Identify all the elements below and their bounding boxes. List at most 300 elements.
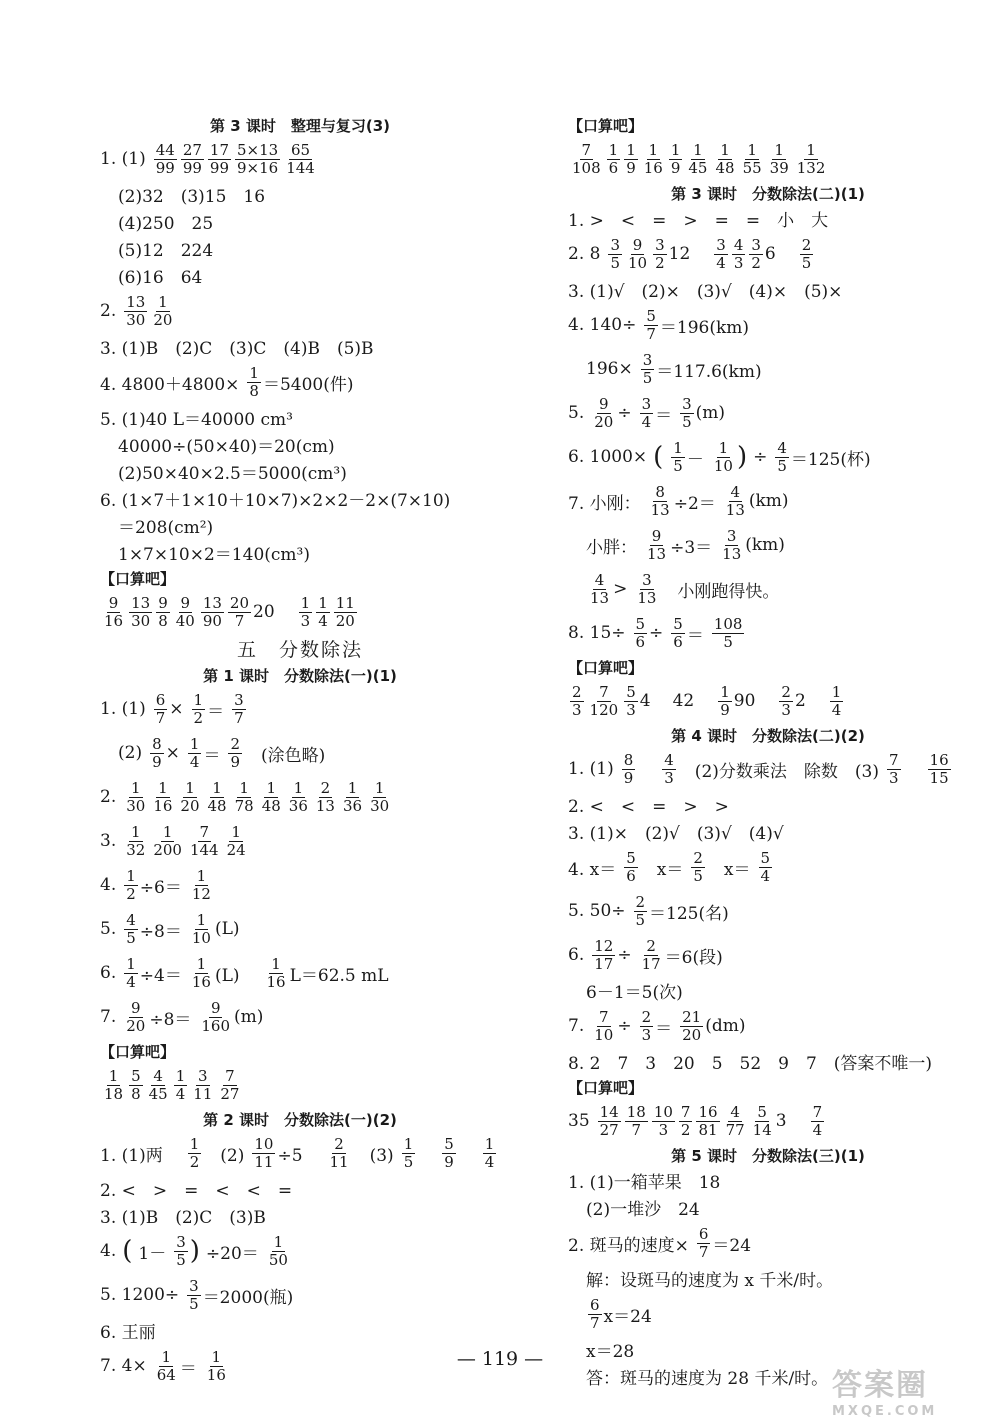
denominator: 9 xyxy=(720,700,730,719)
fraction xyxy=(598,1104,621,1139)
fraction xyxy=(634,616,648,651)
fraction xyxy=(190,912,213,947)
answer-text: 1. (1) xyxy=(100,699,146,719)
fraction xyxy=(190,868,213,903)
fraction xyxy=(741,142,764,177)
fraction xyxy=(174,595,197,630)
fraction xyxy=(190,956,213,991)
fraction xyxy=(680,396,694,431)
answer-text: 7. xyxy=(100,1007,117,1027)
denominator: 20 xyxy=(335,611,355,630)
fraction xyxy=(712,616,745,651)
answer-line xyxy=(100,952,500,994)
answer-text: 1－ xyxy=(138,1243,167,1264)
fraction xyxy=(724,1104,747,1139)
answer-text: 5. 50÷ xyxy=(568,901,626,921)
answer-text: 1. (1) xyxy=(568,759,614,779)
fraction xyxy=(714,237,728,272)
denominator: 2 xyxy=(680,1120,691,1139)
numerator: 9 xyxy=(651,526,662,545)
denominator: 13 xyxy=(722,544,742,563)
answer-line: (4)250 25 xyxy=(118,214,214,234)
numerator: 21 xyxy=(682,1007,702,1026)
fraction xyxy=(626,237,649,272)
denominator: 3 xyxy=(664,768,674,787)
fraction xyxy=(720,528,743,563)
fraction xyxy=(588,1297,602,1332)
numerator: 9 xyxy=(632,235,643,254)
denominator: 17 xyxy=(594,954,614,973)
denominator: 4 xyxy=(716,253,726,272)
numerator: 1 xyxy=(162,822,173,841)
denominator: 17 xyxy=(641,954,661,973)
numerator: 1 xyxy=(161,1347,171,1366)
fraction xyxy=(588,572,611,607)
fraction xyxy=(181,142,204,177)
answer-line xyxy=(100,591,500,633)
answer-line xyxy=(100,138,500,180)
fraction-row xyxy=(596,1104,826,1139)
answer-line: 1. > < = > = = 小 大 xyxy=(568,211,829,231)
answer-text: 90 xyxy=(733,691,756,711)
fraction xyxy=(284,142,317,177)
denominator: 8 xyxy=(131,1084,141,1103)
answer-text: 6 xyxy=(764,244,776,264)
answer-line: ＝208(cm²) xyxy=(118,518,214,538)
denominator: 3 xyxy=(888,768,899,787)
numerator: 5 xyxy=(760,848,771,867)
denominator: 4 xyxy=(318,611,328,630)
numerator: 5×13 xyxy=(237,140,279,159)
fraction xyxy=(713,142,736,177)
denominator: 3 xyxy=(572,700,582,719)
numerator: 2 xyxy=(320,778,331,797)
answer-text: 7. 小刚： xyxy=(568,493,641,514)
denominator: 10 xyxy=(713,456,733,475)
denominator: 20 xyxy=(682,1025,702,1044)
answer-text: ＝125(名) xyxy=(649,903,729,924)
denominator: 5 xyxy=(693,866,703,885)
answer-line xyxy=(568,392,968,434)
denominator: 11 xyxy=(254,1152,274,1171)
answer-text xyxy=(637,757,654,782)
fraction xyxy=(174,1068,188,1103)
fraction xyxy=(483,1136,497,1171)
answer-text: 5. 1200÷ xyxy=(100,1285,180,1305)
fraction xyxy=(154,692,168,727)
answer-text: 2 xyxy=(794,691,806,711)
answer-line xyxy=(100,1230,500,1272)
answer-text: 1. (1)两 xyxy=(100,1145,180,1166)
answer-text: ＝196(km) xyxy=(659,317,750,338)
denominator: 15 xyxy=(929,768,949,787)
denominator: 12 xyxy=(191,884,211,903)
numerator: 1 xyxy=(374,778,385,797)
answer-text: x＝24 xyxy=(603,1306,652,1327)
numerator: 1 xyxy=(271,954,281,973)
numerator: 1 xyxy=(231,822,241,841)
unit-title: 五 分数除法 xyxy=(236,639,363,661)
answer-text: 2. 斑马的速度× xyxy=(568,1235,689,1256)
answer-text: × xyxy=(165,743,180,763)
numerator: 3 xyxy=(176,1232,186,1251)
denominator: 39 xyxy=(769,158,789,177)
numerator: 1 xyxy=(158,778,168,797)
answer-text: x＝ xyxy=(639,859,684,880)
numerator: 7 xyxy=(599,1007,609,1026)
numerator: 3 xyxy=(682,394,692,413)
answer-text xyxy=(458,1141,475,1166)
numerator: 1 xyxy=(806,140,816,159)
fraction xyxy=(267,1234,290,1269)
numerator: 1 xyxy=(484,1134,495,1153)
answer-line: 5. (1)40 L＝40000 cm³ xyxy=(100,410,293,430)
numerator: 1 xyxy=(108,1066,119,1085)
numerator: 10 xyxy=(653,1102,673,1121)
fraction xyxy=(691,850,705,885)
fraction xyxy=(634,894,648,929)
fraction xyxy=(232,692,246,727)
answer-text: (km) xyxy=(745,535,785,555)
denominator: 45 xyxy=(688,158,708,177)
answer-text: 4 xyxy=(639,691,651,711)
answer-line xyxy=(568,304,968,346)
answer-text: 8. 15÷ xyxy=(568,623,626,643)
denominator: 48 xyxy=(207,796,227,815)
numerator: 4 xyxy=(126,910,136,929)
denominator: 4 xyxy=(760,866,771,885)
answer-line: x＝28 xyxy=(586,1342,635,1362)
answer-line: 1×7×10×2＝140(cm³) xyxy=(118,545,310,565)
numerator: 13 xyxy=(126,292,146,311)
numerator: 9 xyxy=(108,593,119,612)
answer-text: ＝2000(瓶) xyxy=(202,1287,294,1308)
answer-line xyxy=(568,748,968,790)
denominator: 78 xyxy=(234,796,254,815)
watermark-url: MXQE.COM xyxy=(832,1404,938,1419)
numerator: 1 xyxy=(774,140,784,159)
denominator: 3 xyxy=(733,253,744,272)
fraction xyxy=(724,484,747,519)
fraction xyxy=(368,780,391,815)
lesson-title: 第 4 课时 分数除法(二)(2) xyxy=(671,726,865,745)
denominator: 13 xyxy=(725,500,745,519)
denominator: 16 xyxy=(153,796,173,815)
denominator: 9 xyxy=(623,768,634,787)
answer-text: (L) xyxy=(214,965,257,986)
fraction xyxy=(129,595,152,630)
fraction xyxy=(640,396,654,431)
answer-line xyxy=(100,290,500,332)
numerator: 1 xyxy=(185,778,195,797)
answer-line: (2)50×40×2.5＝5000(cm³) xyxy=(118,464,347,484)
numerator: 1 xyxy=(300,593,311,612)
fraction xyxy=(795,142,828,177)
fraction xyxy=(129,1068,143,1103)
denominator: 3 xyxy=(300,611,311,630)
fraction xyxy=(680,1009,703,1044)
answer-text: ) xyxy=(189,1236,200,1266)
denominator: 9 xyxy=(670,158,681,177)
denominator: 160 xyxy=(201,1016,231,1035)
numerator: 6 xyxy=(155,690,166,709)
numerator: 3 xyxy=(751,235,761,254)
fraction xyxy=(151,824,184,859)
fraction xyxy=(624,142,638,177)
answer-line xyxy=(568,846,968,888)
numerator: 3 xyxy=(641,394,652,413)
numerator: 1 xyxy=(131,822,141,841)
fraction xyxy=(208,142,231,177)
fraction xyxy=(887,752,901,787)
answer-line xyxy=(568,1222,968,1264)
numerator: 7 xyxy=(888,750,899,769)
fraction xyxy=(124,1000,147,1035)
fraction xyxy=(150,736,164,771)
numerator: 27 xyxy=(182,140,202,159)
numerator: 65 xyxy=(290,140,311,159)
denominator: 30 xyxy=(370,796,390,815)
numerator: 5 xyxy=(673,614,683,633)
denominator: 4 xyxy=(484,1152,495,1171)
denominator: 16 xyxy=(643,158,663,177)
fraction xyxy=(178,780,201,815)
answer-text: 5. xyxy=(100,919,117,939)
fraction xyxy=(624,850,638,885)
answer-text: 42 xyxy=(672,691,695,711)
denominator: 13 xyxy=(637,588,657,607)
numerator: 1 xyxy=(693,140,703,159)
fraction xyxy=(662,752,676,787)
numerator: 1 xyxy=(648,140,659,159)
fraction xyxy=(102,595,125,630)
answer-line xyxy=(100,820,500,862)
numerator: 5 xyxy=(626,682,636,701)
fraction xyxy=(671,616,685,651)
fraction xyxy=(625,1104,648,1139)
numerator: 16 xyxy=(698,1102,718,1121)
denominator: 10 xyxy=(191,928,211,947)
denominator: 9 xyxy=(230,752,240,771)
denominator: 99 xyxy=(155,158,175,177)
numerator: 1 xyxy=(718,438,729,457)
numerator: 1 xyxy=(249,363,259,382)
numerator: 5 xyxy=(131,1066,141,1085)
denominator: 77 xyxy=(725,1120,745,1139)
numerator: 4 xyxy=(664,750,674,769)
answer-text: ＝ xyxy=(686,625,704,646)
denominator: 5 xyxy=(403,1152,414,1171)
numerator: 1 xyxy=(673,438,683,457)
answer-text: (m) xyxy=(234,1007,264,1027)
numerator: 11 xyxy=(335,593,355,612)
numerator: 1 xyxy=(196,954,207,973)
answer-text: × xyxy=(169,699,184,719)
answer-line: 8. 2 7 3 20 5 52 9 7 (答案不唯一) xyxy=(568,1054,933,1074)
fraction xyxy=(686,142,709,177)
numerator: 3 xyxy=(726,526,737,545)
numerator: 5 xyxy=(626,848,636,867)
section-header: 【口算吧】 xyxy=(100,569,176,588)
numerator: 2 xyxy=(646,936,656,955)
numerator: 7 xyxy=(199,822,210,841)
answer-text: 7. 4× xyxy=(100,1356,147,1376)
answer-text: 4. 4800＋4800× xyxy=(100,374,240,395)
answer-text: 1. (1) xyxy=(100,149,146,169)
numerator: 3 xyxy=(610,235,620,254)
answer-text: 20 xyxy=(253,602,275,622)
fraction-row xyxy=(122,294,176,329)
denominator: 13 xyxy=(315,796,335,815)
answer-text: 12 xyxy=(668,244,691,264)
answer-line: 3. (1)√ (2)× (3)√ (4)× (5)× xyxy=(568,282,843,302)
answer-text: ÷ xyxy=(753,447,768,467)
answer-text: 5. xyxy=(568,403,585,423)
numerator: 1 xyxy=(347,778,358,797)
answer-text: 35 xyxy=(568,1111,590,1131)
lesson-title: 第 3 课时 分数除法(二)(1) xyxy=(671,184,865,203)
numerator: 3 xyxy=(234,690,244,709)
answer-text: (L) xyxy=(214,919,240,939)
denominator: 5 xyxy=(642,368,653,387)
fraction xyxy=(712,440,735,475)
numerator: 1 xyxy=(193,690,204,709)
fraction xyxy=(732,237,746,272)
answer-text: ( xyxy=(122,1236,133,1266)
denominator: 9 xyxy=(152,752,162,771)
fraction xyxy=(156,595,170,630)
fraction-row xyxy=(152,142,319,177)
denominator: 2 xyxy=(751,253,761,272)
denominator: 6 xyxy=(626,866,636,885)
numerator: 2 xyxy=(641,1007,652,1026)
answer-line xyxy=(568,138,968,180)
answer-line xyxy=(100,732,500,774)
fraction xyxy=(201,595,224,630)
answer-text: (3) xyxy=(352,1145,394,1166)
denominator: 3 xyxy=(781,700,791,719)
numerator: 2 xyxy=(572,682,582,701)
denominator: 7 xyxy=(234,611,245,630)
denominator: 50 xyxy=(268,1250,288,1269)
denominator: 7 xyxy=(646,324,656,343)
denominator: 55 xyxy=(742,158,762,177)
answer-line: 1. (1)一箱苹果 18 xyxy=(568,1173,721,1193)
numerator: 2 xyxy=(693,848,703,867)
denominator: 10 xyxy=(594,1025,614,1044)
numerator: 7 xyxy=(581,140,592,159)
answer-text: ÷5 xyxy=(277,1145,320,1166)
fraction xyxy=(928,752,951,787)
denominator: 2 xyxy=(126,884,136,903)
lesson-title: 第 1 课时 分数除法(一)(1) xyxy=(203,666,397,685)
lesson-title: 第 3 课时 整理与复习(3) xyxy=(209,116,391,135)
numerator: 1 xyxy=(212,778,222,797)
answer-line: (5)12 224 xyxy=(118,241,214,261)
fraction xyxy=(696,1104,719,1139)
answer-text: ÷3＝ xyxy=(670,537,713,558)
answer-text: 4. xyxy=(100,875,117,895)
watermark-text: 答案圈 xyxy=(832,1368,928,1403)
left-column xyxy=(100,112,500,1389)
fraction xyxy=(316,595,330,630)
numerator: 7 xyxy=(599,682,609,701)
fraction-row xyxy=(122,824,249,859)
answer-text: 4. 140÷ xyxy=(568,315,637,335)
fraction xyxy=(124,294,147,329)
fraction xyxy=(188,736,202,771)
denominator: 9 xyxy=(444,1152,454,1171)
fraction xyxy=(588,684,621,719)
numerator: 17 xyxy=(209,140,229,159)
denominator: 40 xyxy=(175,611,195,630)
numerator: 9 xyxy=(180,593,191,612)
numerator: 1 xyxy=(266,778,277,797)
numerator: 4 xyxy=(730,1102,740,1121)
denominator: 7 xyxy=(234,708,244,727)
numerator: 5 xyxy=(757,1102,767,1121)
lesson-title: 第 5 课时 分数除法(三)(1) xyxy=(671,1146,865,1165)
fraction xyxy=(679,1104,693,1139)
numerator: 1 xyxy=(126,866,136,885)
denominator: 144 xyxy=(286,158,315,177)
denominator: 5 xyxy=(682,412,692,431)
fraction xyxy=(187,1278,201,1313)
numerator: 8 xyxy=(655,482,665,501)
fraction-row xyxy=(100,595,359,630)
denominator: 3 xyxy=(641,1025,652,1044)
answer-text: ＝24 xyxy=(712,1235,752,1256)
answer-line: 2. < > = < < = xyxy=(100,1181,293,1201)
denominator: 120 xyxy=(589,700,619,719)
numerator: 1 xyxy=(831,682,842,701)
fraction xyxy=(653,237,667,272)
numerator: 7 xyxy=(225,1066,235,1085)
fraction xyxy=(645,528,668,563)
numerator: 1 xyxy=(131,778,141,797)
numerator: 7 xyxy=(812,1102,823,1121)
answer-text xyxy=(417,1141,434,1166)
denominator: 20 xyxy=(153,310,173,329)
numerator: 1 xyxy=(670,140,681,159)
page-number: — 119 — xyxy=(456,1348,544,1370)
answer-text: ÷8＝ xyxy=(149,1009,192,1030)
fraction xyxy=(622,752,636,787)
answer-text: ÷ xyxy=(617,1016,632,1036)
numerator: 9 xyxy=(210,998,221,1017)
denominator: 16 xyxy=(191,972,211,991)
numerator: 1 xyxy=(608,140,619,159)
numerator: 2 xyxy=(334,1134,344,1153)
answer-text: ) xyxy=(736,442,748,472)
denominator: 24 xyxy=(226,840,246,859)
answer-text: x＝ xyxy=(706,859,751,880)
answer-text: L＝62.5 mL xyxy=(289,965,389,986)
fraction xyxy=(642,142,665,177)
answer-line xyxy=(568,1100,968,1142)
answer-text: ＝ xyxy=(655,405,673,426)
numerator: 1 xyxy=(189,1134,200,1153)
denominator: 7 xyxy=(590,1313,600,1332)
answer-line: 3. (1)× (2)√ (3)√ (4)√ xyxy=(568,824,784,844)
denominator: 16 xyxy=(266,972,286,991)
answer-text: ( xyxy=(653,442,664,472)
denominator: 9×16 xyxy=(237,158,279,177)
denominator: 6 xyxy=(635,632,646,651)
denominator: 81 xyxy=(698,1120,718,1139)
denominator: 64 xyxy=(156,1365,176,1384)
answer-text: 2. 8 xyxy=(568,244,601,264)
